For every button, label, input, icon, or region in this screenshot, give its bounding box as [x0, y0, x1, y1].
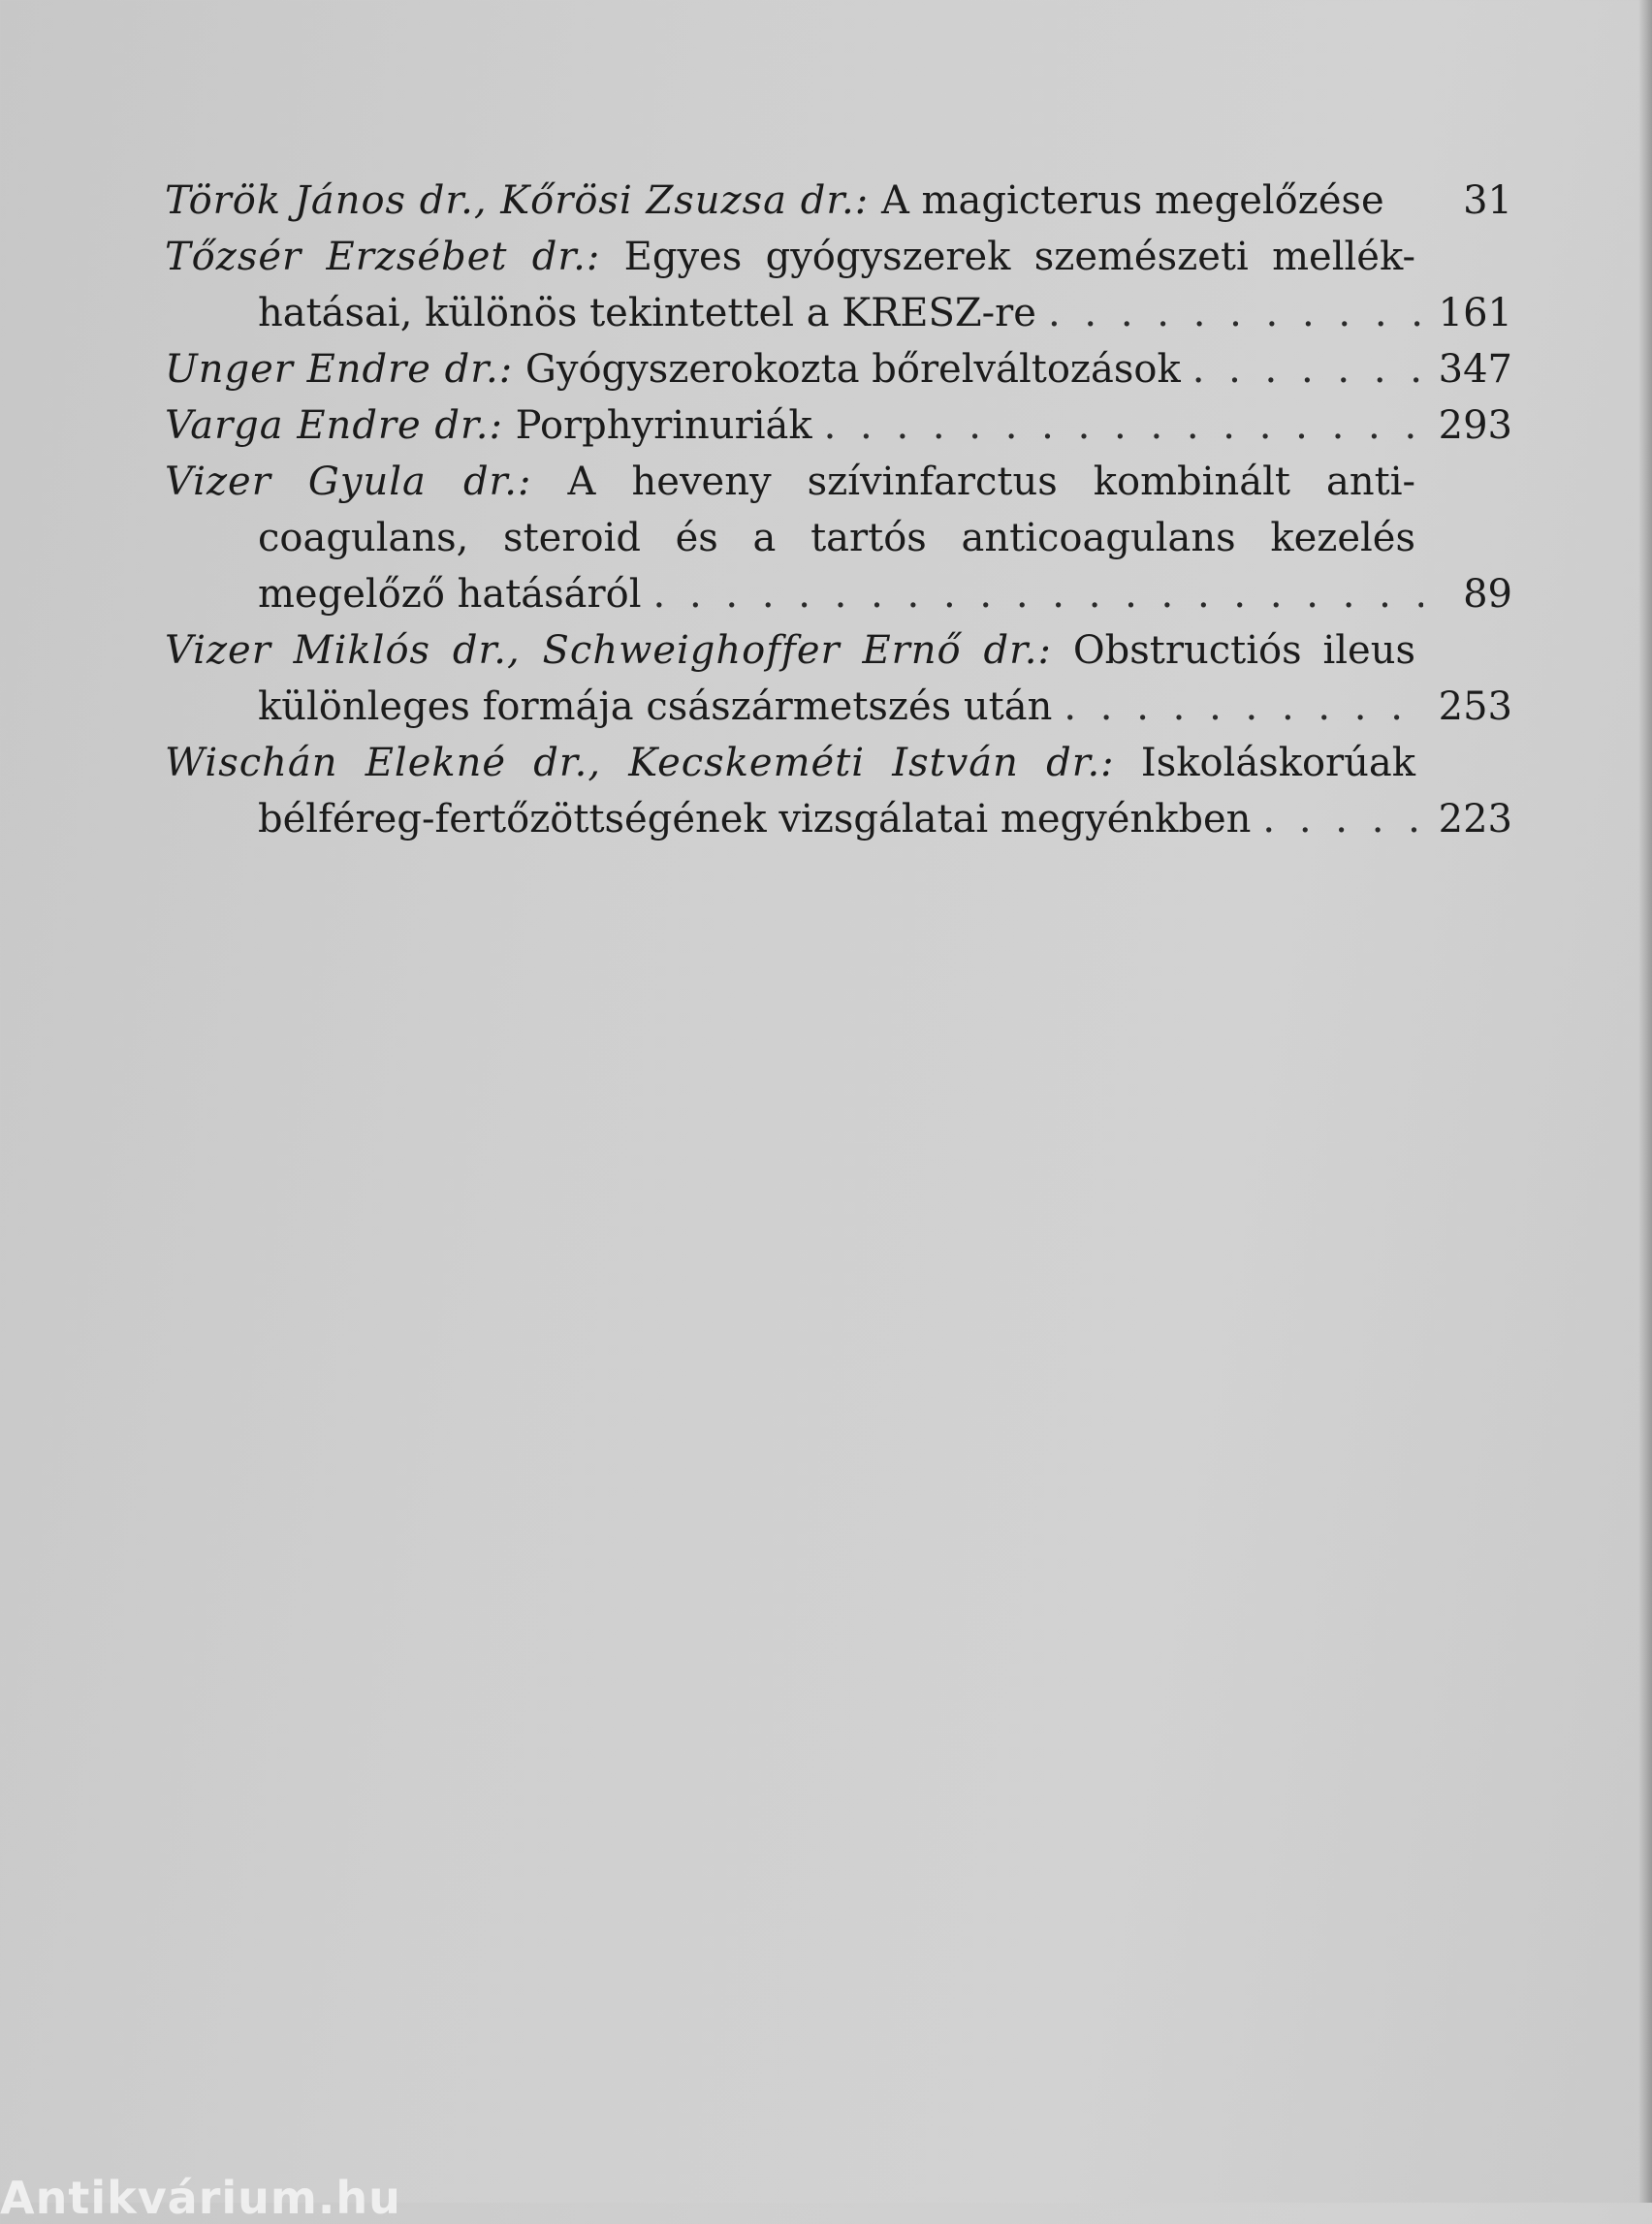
- toc-line: [165, 566, 1512, 622]
- toc-line: [165, 397, 1512, 454]
- entry-authors: Vizer Miklós dr., Schweighoffer Ernő dr.:: [165, 628, 1052, 673]
- toc-line: [165, 229, 1512, 285]
- dot-leader: [824, 397, 1421, 454]
- entry-title-part: bélféreg-fertőzöttségének vizsgálatai megyénkben: [258, 797, 1252, 842]
- entry-authors: Vizer Gyula dr.:: [165, 460, 532, 504]
- entry-page-number: 253: [1438, 684, 1512, 729]
- entry-page-number: 161: [1438, 291, 1512, 335]
- dot-leader: [1048, 285, 1421, 341]
- toc-entry: [165, 341, 1512, 397]
- dot-leader: [1262, 791, 1420, 847]
- toc-line: [165, 341, 1512, 397]
- toc-entry: [165, 229, 1512, 341]
- toc-line: [165, 285, 1512, 341]
- dot-leader: [1192, 341, 1421, 397]
- toc-line: [165, 735, 1512, 791]
- toc-line: [165, 510, 1512, 566]
- toc-entry: [165, 397, 1512, 454]
- entry-title: Gyógyszerokozta bőrelváltozások: [524, 347, 1181, 392]
- toc-entry: [165, 622, 1512, 735]
- entry-title-part: megelőző hatásáról: [258, 572, 642, 617]
- entry-page-number: 223: [1438, 797, 1512, 842]
- entry-title-part: különleges formája császármetszés után: [258, 684, 1053, 729]
- toc-line: [165, 454, 1512, 510]
- entry-title-part: coagulans, steroid és a tartós anticoagulans kezelés: [258, 516, 1415, 560]
- entry-authors: Wischán Elekné dr., Kecskeméti István dr.:: [165, 741, 1115, 785]
- toc-line: [165, 173, 1512, 229]
- entry-title: Porphyrinuriák: [515, 403, 812, 448]
- entry-page-number: 89: [1463, 572, 1512, 617]
- table-of-contents: [165, 173, 1512, 847]
- dot-leader: [653, 566, 1423, 622]
- entry-authors: Tőzsér Erzsébet dr.:: [165, 235, 601, 279]
- toc-entry: [165, 173, 1512, 229]
- entry-page-number: 31: [1463, 178, 1512, 223]
- toc-entry: [165, 454, 1512, 622]
- entry-authors: Török János dr., Kőrösi Zsuzsa dr.:: [165, 178, 870, 223]
- entry-authors: Varga Endre dr.:: [165, 403, 503, 448]
- watermark: Antikvárium.hu: [0, 2172, 401, 2224]
- entry-title-part: Iskoláskorúak: [1140, 741, 1415, 785]
- entry-title-part: hatásai, különös tekintettel a KRESZ-re: [258, 291, 1036, 335]
- toc-line: [165, 622, 1512, 679]
- entry-page-number: 293: [1438, 403, 1512, 448]
- entry-page-number: 347: [1438, 347, 1512, 392]
- toc-entry: [165, 735, 1512, 847]
- entry-title-part: A heveny szívinfarctus kombinált anti-: [567, 460, 1415, 504]
- entry-title: A magicterus megelőzése: [880, 178, 1384, 223]
- entry-authors: Unger Endre dr.:: [165, 347, 514, 392]
- entry-title-part: Egyes gyógyszerek szemészeti mellék-: [623, 235, 1415, 279]
- toc-line: [165, 791, 1512, 847]
- toc-line: [165, 679, 1512, 735]
- page-edge-shadow: [1638, 0, 1652, 2203]
- entry-title-part: Obstructiós ileus: [1072, 628, 1415, 673]
- dot-leader: [1064, 679, 1420, 735]
